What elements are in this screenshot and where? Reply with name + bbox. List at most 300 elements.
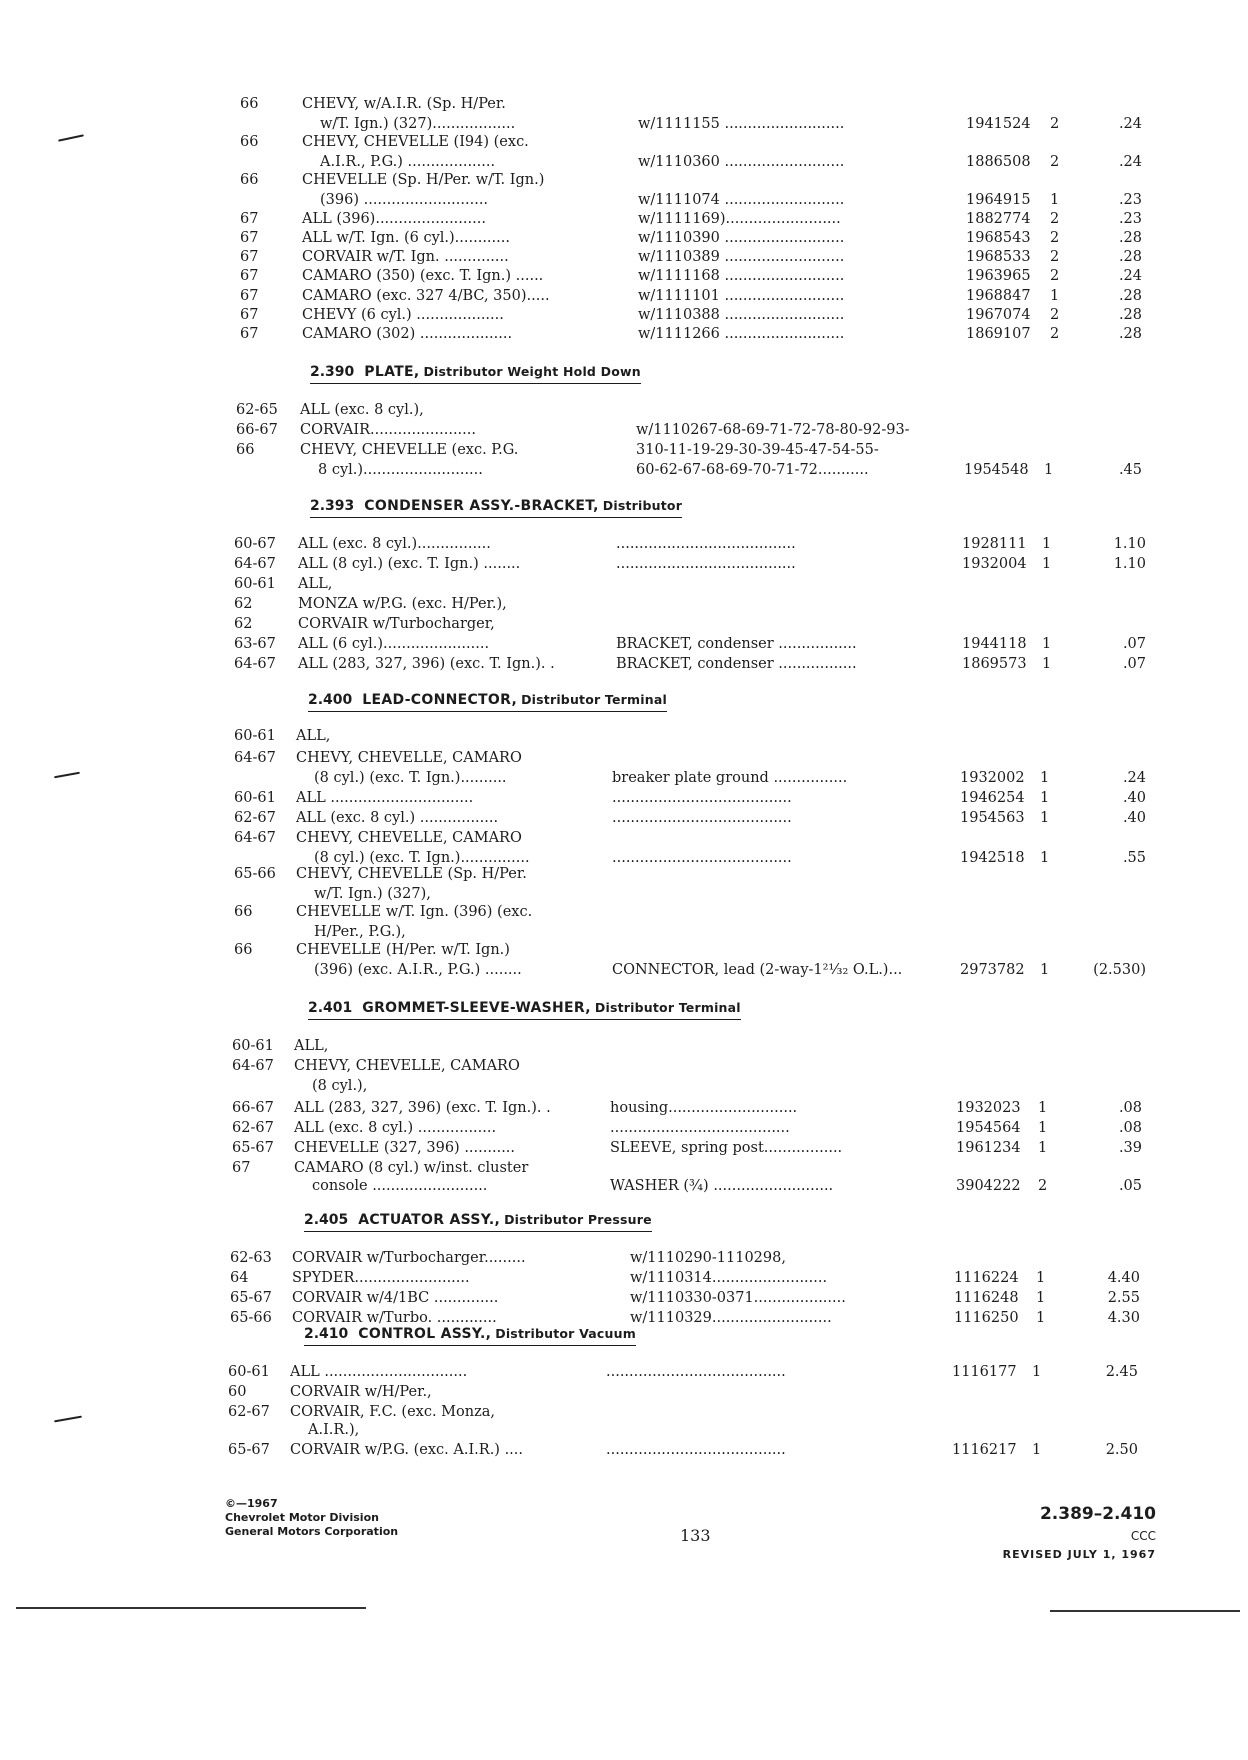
model-description: A.I.R.), [308,1422,360,1438]
model-description: CAMARO (302) .................... [302,326,513,342]
model-description: ALL (exc. 8 cyl.) ................. [296,810,499,826]
model-description: ALL (exc. 8 cyl.), [300,402,424,418]
list-item [0,266,1248,286]
year-range: 67 [240,307,259,323]
model-description: SPYDER......................... [292,1270,470,1286]
list-item [0,170,1248,190]
part-description: ....................................... [616,556,796,572]
model-description: CAMARO (exc. 327 4/BC, 350)..... [302,288,550,304]
model-description: CAMARO (8 cyl.) w/inst. cluster [294,1160,529,1176]
part-description: w/1110329.......................... [630,1310,832,1326]
list-item [0,1098,1248,1118]
price: 2.50 [1105,1442,1138,1458]
year-range: 67 [232,1160,251,1176]
part-description: ....................................... [606,1442,786,1458]
model-description: CHEVELLE (H/Per. w/T. Ign.) [296,942,510,958]
list-item [0,788,1248,808]
list-item [0,1288,1248,1308]
model-description: ALL w/T. Ign. (6 cyl.)............ [302,230,510,246]
model-description: (396) ........................... [320,192,489,208]
part-number: 2973782 [960,962,1025,978]
model-description: (396) (exc. A.I.R., P.G.) ........ [314,962,522,978]
year-range: 66 [234,942,253,958]
part-number: 1954548 [964,462,1029,478]
part-number: 1941524 [966,116,1031,132]
footer-publisher [225,1497,398,1539]
part-number: 1116177 [952,1364,1017,1380]
footer-division: Chevrolet Motor Division [225,1511,379,1524]
part-description: w/1111155 .......................... [638,116,845,132]
part-number: 1116248 [954,1290,1019,1306]
year-range: 62-63 [230,1250,272,1266]
list-item [0,534,1248,554]
list-item [0,460,1248,480]
footer-range: 2.389–2.410 [1039,1504,1156,1524]
part-number: 1932004 [962,556,1027,572]
price: .55 [1122,850,1146,866]
model-description: ALL (exc. 8 cyl.) ................. [294,1120,497,1136]
list-item [0,440,1248,460]
list-item [0,114,1248,134]
part-number: 1869573 [962,656,1027,672]
part-description: w/1110360 .......................... [638,154,845,170]
price: .08 [1118,1120,1142,1136]
year-range: 65-66 [230,1310,272,1326]
footer-section-info [1000,1502,1156,1564]
footer-corporation: General Motors Corporation [225,1525,399,1538]
part-description: WASHER (¾) .......................... [610,1178,834,1194]
year-range: 60 [228,1384,247,1400]
year-range: 62-65 [236,402,278,418]
model-description: CHEVELLE (327, 396) ........... [294,1140,516,1156]
year-range: 67 [240,230,259,246]
quantity: 1 [1042,656,1052,672]
year-range: 64-67 [234,750,276,766]
model-description: CORVAIR w/Turbo. ............. [292,1310,497,1326]
year-range: 65-67 [228,1442,270,1458]
list-item [0,748,1248,768]
year-range: 65-66 [234,866,276,882]
model-description: CHEVY, CHEVELLE, CAMARO [296,830,522,846]
part-number: 1954564 [956,1120,1021,1136]
quantity: 2 [1050,154,1060,170]
footer-code: CCC [1130,1529,1156,1543]
quantity: 1 [1036,1310,1046,1326]
price: 2.55 [1107,1290,1140,1306]
year-range: 67 [240,249,259,265]
model-description: ALL (6 cyl.)....................... [298,636,490,652]
section-number: 2.400 [308,692,353,708]
quantity: 1 [1044,462,1054,478]
section-heading [308,690,667,712]
quantity: 2 [1050,211,1060,227]
model-description: CORVAIR....................... [300,422,476,438]
year-range: 60-61 [234,576,276,592]
list-item [0,1420,1248,1440]
section-number: 2.410 [304,1326,349,1342]
model-description: ALL (283, 327, 396) (exc. T. Ign.). . [294,1100,551,1116]
part-description: w/1110290-1110298, [630,1250,786,1266]
footer-copyright: ©—1967 [225,1497,278,1510]
list-item [0,1158,1248,1178]
model-description: ALL (exc. 8 cyl.)................ [298,536,491,552]
quantity: 1 [1040,850,1050,866]
part-number: 1116217 [952,1442,1017,1458]
year-range: 60-67 [234,536,276,552]
quantity: 1 [1032,1364,1042,1380]
year-range: 64-67 [232,1058,274,1074]
list-item [0,1118,1248,1138]
list-item [0,922,1248,942]
price: .40 [1122,810,1146,826]
year-range: 62 [234,616,253,632]
section-number: 2.405 [304,1212,349,1228]
year-range: 62-67 [234,810,276,826]
section-title: LEAD-CONNECTOR, [362,692,518,708]
price: .07 [1122,656,1146,672]
part-description: 60-62-67-68-69-70-71-72........... [636,462,869,478]
list-item [0,1440,1248,1460]
price: 4.40 [1107,1270,1140,1286]
price: (2.530) [1093,962,1146,978]
part-number: 1968847 [966,288,1031,304]
list-item [0,726,1248,746]
year-range: 63-67 [234,636,276,652]
part-description: w/1111169)......................... [638,211,841,227]
model-description: (8 cyl.) (exc. T. Ign.)............... [314,850,530,866]
quantity: 2 [1050,249,1060,265]
model-description: (8 cyl.), [312,1078,368,1094]
year-range: 60-61 [228,1364,270,1380]
year-range: 60-61 [234,728,276,744]
list-item [0,884,1248,904]
year-range: 65-67 [232,1140,274,1156]
list-item [0,554,1248,574]
list-item [0,960,1248,980]
year-range: 66 [240,96,259,112]
quantity: 1 [1040,790,1050,806]
price: .28 [1118,230,1142,246]
section-subtitle: Distributor Pressure [504,1212,652,1227]
quantity: 1 [1036,1290,1046,1306]
section-heading [308,998,741,1020]
year-range: 67 [240,326,259,342]
section-heading [304,1210,652,1232]
quantity: 2 [1050,268,1060,284]
list-item [0,305,1248,325]
model-description: CHEVY, CHEVELLE, CAMARO [294,1058,520,1074]
year-range: 66 [234,904,253,920]
section-number: 2.393 [310,498,355,514]
part-number: 1882774 [966,211,1031,227]
price: .28 [1118,326,1142,342]
list-item [0,768,1248,788]
part-description: w/1111101 .......................... [638,288,845,304]
list-item [0,94,1248,114]
section-number: 2.390 [310,364,355,380]
part-number: 1869107 [966,326,1031,342]
model-description: CHEVELLE w/T. Ign. (396) (exc. [296,904,533,920]
year-range: 62-67 [228,1404,270,1420]
model-description: 8 cyl.).......................... [318,462,483,478]
part-description: w/1110314......................... [630,1270,828,1286]
part-number: 1116250 [954,1310,1019,1326]
quantity: 1 [1042,536,1052,552]
quantity: 1 [1040,810,1050,826]
page-number: 133 [680,1526,711,1545]
section-heading [310,362,641,384]
quantity: 2 [1050,326,1060,342]
section-subtitle: Distributor Weight Hold Down [423,364,641,379]
section-subtitle: Distributor Terminal [521,692,667,707]
part-description: BRACKET, condenser ................. [616,636,857,652]
year-range: 67 [240,211,259,227]
part-number: 1116224 [954,1270,1019,1286]
list-item [0,400,1248,420]
section-heading [304,1324,636,1346]
model-description: MONZA w/P.G. (exc. H/Per.), [298,596,507,612]
section-title: GROMMET-SLEEVE-WASHER, [362,1000,591,1016]
price: .45 [1118,462,1142,478]
model-description: A.I.R., P.G.) ................... [320,154,496,170]
part-description: w/1110330-0371.................... [630,1290,846,1306]
year-range: 67 [240,288,259,304]
model-description: ALL, [298,576,333,592]
price: .24 [1118,268,1142,284]
price: .07 [1122,636,1146,652]
year-range: 64-67 [234,830,276,846]
year-range: 64-67 [234,556,276,572]
part-description: breaker plate ground ................ [612,770,848,786]
list-item [0,634,1248,654]
model-description: CORVAIR w/T. Ign. .............. [302,249,509,265]
model-description: ALL ............................... [290,1364,468,1380]
quantity: 2 [1038,1178,1048,1194]
model-description: CHEVY, w/A.I.R. (Sp. H/Per. [302,96,506,112]
list-item [0,228,1248,248]
list-item [0,1248,1248,1268]
price: .24 [1122,770,1146,786]
section-subtitle: Distributor Terminal [594,1000,741,1015]
model-description: CHEVY, CHEVELLE (I94) (exc. [302,134,529,150]
year-range: 66 [240,172,259,188]
year-range: 64-67 [234,656,276,672]
section-subtitle: Distributor Vacuum [495,1326,636,1341]
price: .24 [1118,116,1142,132]
price: .05 [1118,1178,1142,1194]
model-description: CORVAIR w/Turbocharger......... [292,1250,526,1266]
list-item [0,1268,1248,1288]
quantity: 1 [1040,770,1050,786]
list-item [0,247,1248,267]
year-range: 67 [240,268,259,284]
section-title: ACTUATOR ASSY., [358,1212,501,1228]
price: .28 [1118,288,1142,304]
price: 2.45 [1105,1364,1138,1380]
list-item [0,828,1248,848]
part-number: 1963965 [966,268,1031,284]
year-range: 65-67 [230,1290,272,1306]
list-item [0,209,1248,229]
part-number: 1954563 [960,810,1025,826]
quantity: 1 [1042,636,1052,652]
part-description: ....................................... [606,1364,786,1380]
list-item [0,574,1248,594]
model-description: CHEVELLE (Sp. H/Per. w/T. Ign.) [302,172,545,188]
part-number: 1932002 [960,770,1025,786]
year-range: 66 [236,442,255,458]
year-range: 62-67 [232,1120,274,1136]
list-item [0,152,1248,172]
model-description: ALL (283, 327, 396) (exc. T. Ign.). . [298,656,555,672]
list-item [0,940,1248,960]
list-item [0,1402,1248,1422]
part-number: 1886508 [966,154,1031,170]
list-item [0,1138,1248,1158]
model-description: CORVAIR w/Turbocharger, [298,616,495,632]
model-description: CHEVY, CHEVELLE (exc. P.G. [300,442,519,458]
list-item [0,132,1248,152]
part-description: w/1111074 .......................... [638,192,845,208]
year-range: 66-67 [236,422,278,438]
list-item [0,1056,1248,1076]
model-description: CORVAIR w/H/Per., [290,1384,432,1400]
model-description: ALL (396)........................ [302,211,486,227]
list-item [0,1362,1248,1382]
part-description: ....................................... [612,810,792,826]
bottom-rule-left [16,1607,366,1609]
year-range: 60-61 [234,790,276,806]
part-description: ....................................... [616,536,796,552]
year-range: 66 [240,134,259,150]
list-item [0,286,1248,306]
part-number: 1961234 [956,1140,1021,1156]
model-description: CORVAIR, F.C. (exc. Monza, [290,1404,495,1420]
price: .23 [1118,211,1142,227]
part-description: w/1110390 .......................... [638,230,845,246]
section-title: PLATE, [364,364,420,380]
part-number: 1932023 [956,1100,1021,1116]
section-title: CONTROL ASSY., [358,1326,492,1342]
section-subtitle: Distributor [602,498,683,513]
quantity: 1 [1036,1270,1046,1286]
list-item [0,902,1248,922]
price: .39 [1118,1140,1142,1156]
quantity: 1 [1050,288,1060,304]
part-number: 1968543 [966,230,1031,246]
list-item [0,594,1248,614]
list-item [0,654,1248,674]
quantity: 1 [1032,1442,1042,1458]
model-description: console ......................... [312,1178,488,1194]
quantity: 1 [1038,1120,1048,1136]
part-number: 1944118 [962,636,1027,652]
model-description: CHEVY, CHEVELLE (Sp. H/Per. [296,866,527,882]
year-range: 64 [230,1270,249,1286]
quantity: 1 [1038,1140,1048,1156]
part-description: w/1110388 .......................... [638,307,845,323]
model-description: w/T. Ign.) (327).................. [320,116,516,132]
quantity: 1 [1040,962,1050,978]
section-title: CONDENSER ASSY.-BRACKET, [364,498,599,514]
list-item [0,1176,1248,1196]
price: 4.30 [1107,1310,1140,1326]
part-description: ....................................... [612,850,792,866]
list-item [0,808,1248,828]
model-description: CAMARO (350) (exc. T. Ign.) ...... [302,268,544,284]
model-description: (8 cyl.) (exc. T. Ign.).......... [314,770,507,786]
part-number: 1967074 [966,307,1031,323]
part-description: SLEEVE, spring post................. [610,1140,843,1156]
quantity: 1 [1038,1100,1048,1116]
part-description: ....................................... [612,790,792,806]
quantity: 1 [1050,192,1060,208]
quantity: 1 [1042,556,1052,572]
section-heading [310,496,682,518]
part-description: w/1111168 .......................... [638,268,845,284]
list-item [0,190,1248,210]
list-item [0,1036,1248,1056]
list-item [0,614,1248,634]
part-description: BRACKET, condenser ................. [616,656,857,672]
price: .23 [1118,192,1142,208]
quantity: 2 [1050,230,1060,246]
list-item [0,324,1248,344]
quantity: 2 [1050,307,1060,323]
price: .08 [1118,1100,1142,1116]
list-item [0,864,1248,884]
price: 1.10 [1113,536,1146,552]
price: 1.10 [1113,556,1146,572]
year-range: 66-67 [232,1100,274,1116]
model-description: ALL, [294,1038,329,1054]
part-number: 1942518 [960,850,1025,866]
bottom-rule-right [1050,1610,1240,1612]
model-description: H/Per., P.G.), [314,924,406,940]
quantity: 2 [1050,116,1060,132]
part-description: w/1110389 .......................... [638,249,845,265]
part-number: 1968533 [966,249,1031,265]
model-description: CHEVY (6 cyl.) ................... [302,307,504,323]
list-item [0,1382,1248,1402]
part-description: CONNECTOR, lead (2-way-1²¹⁄₃₂ O.L.)... [612,962,903,978]
part-description: housing............................ [610,1100,798,1116]
price: .28 [1118,307,1142,323]
model-description: CHEVY, CHEVELLE, CAMARO [296,750,522,766]
part-number: 1946254 [960,790,1025,806]
list-item [0,420,1248,440]
model-description: ALL (8 cyl.) (exc. T. Ign.) ........ [298,556,521,572]
model-description: w/T. Ign.) (327), [314,886,431,902]
price: .24 [1118,154,1142,170]
list-item [0,1076,1248,1096]
section-number: 2.401 [308,1000,353,1016]
part-description: 310-11-19-29-30-39-45-47-54-55- [636,442,879,458]
model-description: ALL ............................... [296,790,474,806]
part-description: ....................................... [610,1120,790,1136]
model-description: CORVAIR w/P.G. (exc. A.I.R.) .... [290,1442,524,1458]
footer-revised: REVISED JULY 1, 1967 [1002,1548,1156,1561]
part-description: w/1110267-68-69-71-72-78-80-92-93- [636,422,910,438]
price: .40 [1122,790,1146,806]
model-description: CORVAIR w/4/1BC .............. [292,1290,499,1306]
part-description: w/1111266 .......................... [638,326,845,342]
year-range: 62 [234,596,253,612]
price: .28 [1118,249,1142,265]
year-range: 60-61 [232,1038,274,1054]
part-number: 1928111 [962,536,1027,552]
part-number: 1964915 [966,192,1031,208]
